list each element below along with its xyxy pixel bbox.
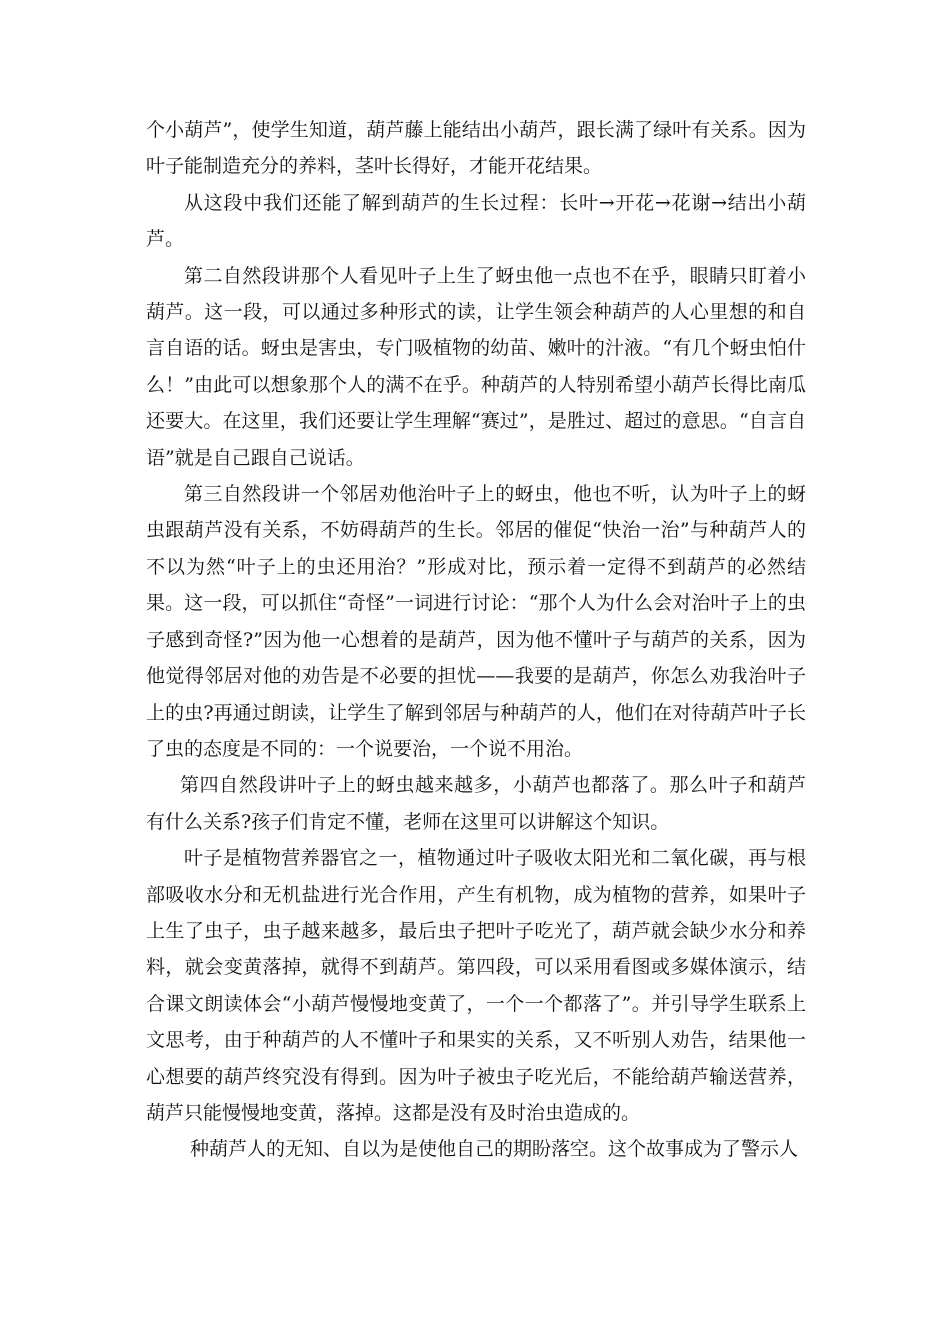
paragraph-continuation: 个小葫芦”，使学生知道，葫芦藤上能结出小葫芦，跟长满了绿叶有关系。因为叶子能制造充分的养料，茎叶长得好，才能开花结果。: [146, 119, 806, 178]
paragraph-leaf-explanation: 叶子是植物营养器官之一，植物通过叶子吸收太阳光和二氧化碳，再与根部吸收水分和无机盐进行光合作用，产生有机物，成为植物的营养，如果叶子上生了虫子，虫子越来越多，最后虫子把叶子吃光了，葫芦就会缺少水分和养料，就会变黄落掉，就得不到葫芦。第四段，可以采用看图或多媒体演示，结合课文朗读体会“小葫芦慢慢地变黄了，一个一个都落了”。并引导学生联系上文思考，由于种葫芦的人不懂叶子和果实的关系，又不听别人劝告，结果他一心想要的葫芦终究没有得到。因为叶子被虫子吃光后，不能给葫芦输送营养，葫芦只能慢慢地变黄，落掉。这都是没有及时治虫造成的。: [146, 847, 806, 1124]
paragraph-conclusion: 种葫芦人的无知、自以为是使他自己的期盼落空。这个故事成为了警示人: [190, 1138, 799, 1161]
paragraph-growth-process: 从这段中我们还能了解到葫芦的生长过程：长叶→开花→花谢→结出小葫芦。: [146, 191, 806, 251]
paragraph-fourth-section: 第四自然段讲叶子上的蚜虫越来越多，小葫芦也都落了。那么叶子和葫芦有什么关系?孩子们肯定不懂，老师在这里可以讲解这个知识。: [146, 774, 806, 833]
paragraph-second-section: 第二自然段讲那个人看见叶子上生了蚜虫他一点也不在乎，眼睛只盯着小葫芦。这一段，可以通过多种形式的读，让学生领会种葫芦的人心里想的和自言自语的话。蚜虫是害虫，专门吸植物的幼苗、嫩叶的汁液。“有几个蚜虫怕什么！”由此可以想象那个人的满不在乎。种葫芦的人特别希望小葫芦长得比南瓜还要大。在这里，我们还要让学生理解“赛过”，是胜过、超过的意思。“自言自语”就是自己跟自己说话。: [146, 264, 806, 469]
paragraph-third-section: 第三自然段讲一个邻居劝他治叶子上的蚜虫，他也不听，认为叶子上的蚜虫跟葫芦没有关系，不妨碍葫芦的生长。邻居的催促“快治一治”与种葫芦人的不以为然“叶子上的虫还用治？”形成对比，预示着一定得不到葫芦的必然结果。这一段，可以抓住“奇怪”一词进行讨论：“那个人为什么会对治叶子上的虫子感到奇怪?”因为他一心想着的是葫芦，因为他不懂叶子与葫芦的关系，因为他觉得邻居对他的劝告是不必要的担忧——我要的是葫芦，你怎么劝我治叶子上的虫?再通过朗读，让学生了解到邻居与种葫芦的人，他们在对待葫芦叶子长了虫的态度是不同的：一个说要治，一个说不用治。: [146, 483, 806, 760]
document-body: [146, 112, 806, 1168]
